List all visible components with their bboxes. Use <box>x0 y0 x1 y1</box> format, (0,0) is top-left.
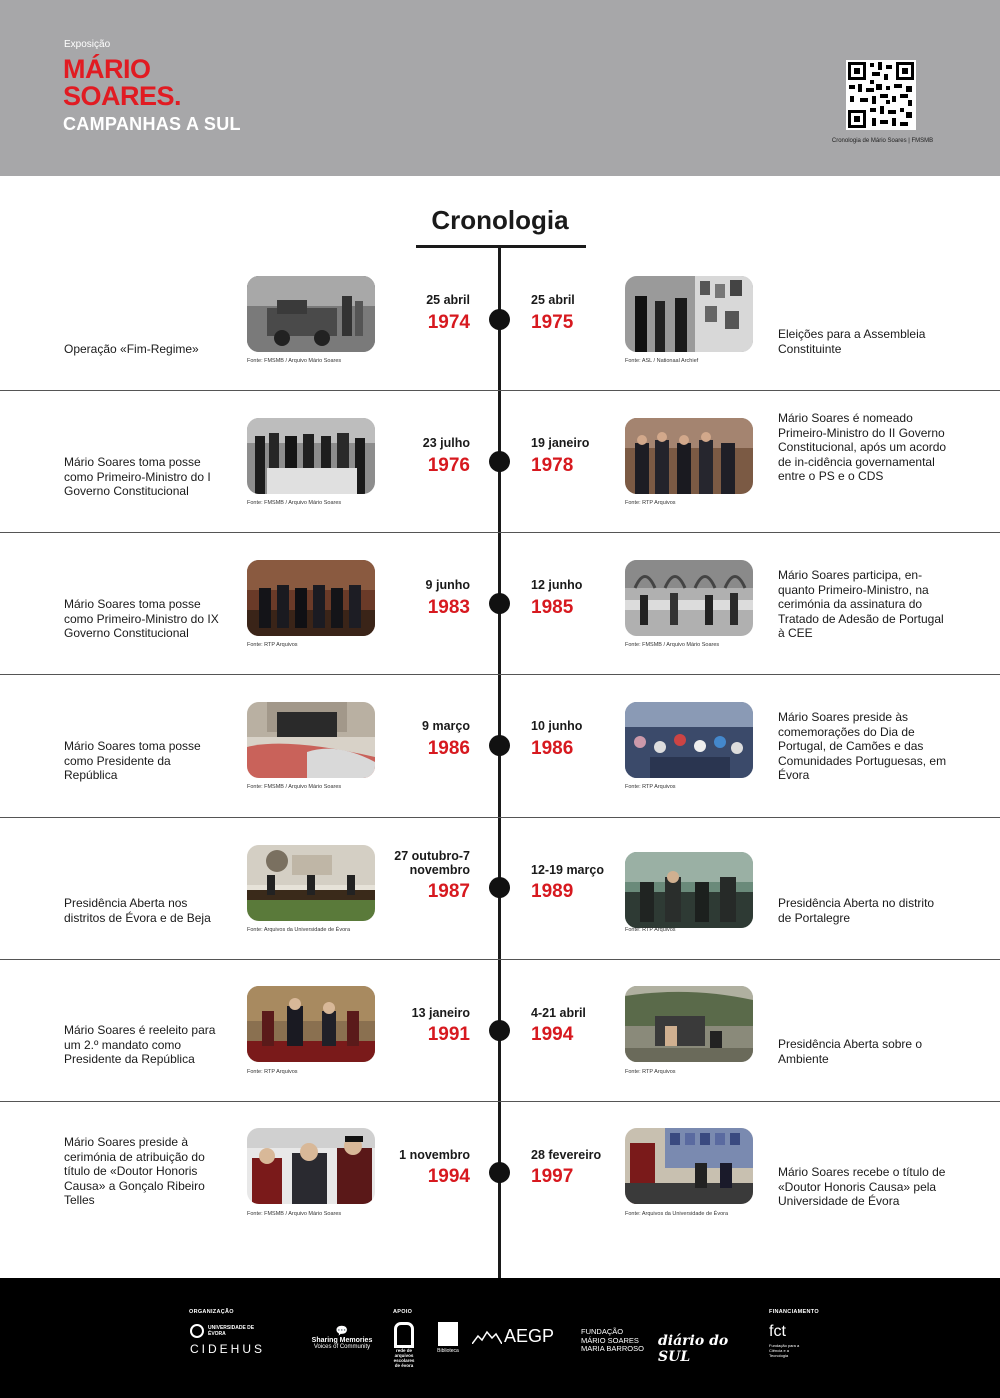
event-photo <box>625 702 753 778</box>
event-photo <box>625 1128 753 1204</box>
logo-aegp <box>472 1328 564 1344</box>
fundacao-line-1: FUNDAÇÃO <box>581 1327 624 1336</box>
section-title: Cronologia <box>431 205 569 235</box>
row-divider <box>0 817 1000 818</box>
photo-source: Fonte: Arquivos da Universidade de Évora <box>625 1211 729 1217</box>
event-date: 9 junho <box>425 578 470 592</box>
event-year: 1985 <box>531 597 574 618</box>
logo-universidade-evora <box>190 1324 290 1356</box>
timeline-marker <box>489 1020 510 1041</box>
event-year: 1991 <box>427 1024 470 1045</box>
event-year: 1987 <box>427 881 470 902</box>
timeline-axis <box>498 248 501 1278</box>
event-date: 28 fevereiro <box>531 1148 602 1162</box>
event-description: Mário Soares preside à cerimónia de atribuição do título de «Doutor Honoris Causa» a Gonçalo Ribeiro Telles <box>64 1135 205 1208</box>
row-divider <box>0 390 1000 391</box>
uevora-name: UNIVERSIDADE DE ÉVORA <box>208 1325 255 1337</box>
event-date: 10 junho <box>531 719 583 733</box>
event-year: 1983 <box>427 597 470 618</box>
event-date: 12 junho <box>531 578 583 592</box>
timeline-marker <box>489 451 510 472</box>
qr-code-icon[interactable] <box>846 60 916 130</box>
event-date: 13 janeiro <box>411 1006 470 1020</box>
event-description: Presidência Aberta no distrito de Portalegre <box>778 896 935 925</box>
event-year: 1974 <box>427 312 470 333</box>
event-date: 23 julho <box>422 436 470 450</box>
logo-biblioteca <box>434 1322 462 1354</box>
event-photo <box>625 852 753 928</box>
event-description: Mário Soares participa, en-quanto Primeiro-Ministro, na cerimónia da assinatura do Tratado de Adesão de Portugal à CEE <box>778 568 944 641</box>
sharing-title: Sharing Memories <box>311 1337 373 1344</box>
fct-subtitle: Fundação para a Ciência e a Tecnologia <box>769 1343 800 1358</box>
event-date: 1 novembro <box>399 1148 470 1162</box>
fct-text: fct <box>769 1323 786 1340</box>
event-description: Operação «Fim-Regime» <box>64 342 199 356</box>
footer-sponsors <box>0 1278 1000 1398</box>
timeline-marker <box>489 735 510 756</box>
event-year: 1986 <box>427 738 470 759</box>
event-year: 1978 <box>531 455 574 476</box>
event-date: 4-21 abril <box>531 1006 586 1020</box>
event-description: Mário Soares é nomeado Primeiro-Ministro do II Governo Constitucional, após um acordo de in-cidência governamental entre o PS e o CDS <box>778 411 947 484</box>
event-description: Mário Soares é reeleito para um 2.º mandato como Presidente da República <box>64 1023 216 1067</box>
logo-sharing-memories <box>302 1326 382 1350</box>
logo-fundacao-msmb <box>581 1328 651 1354</box>
fundacao-line-2: MÁRIO SOARES <box>581 1335 639 1345</box>
event-date: 27 outubro-7 novembro <box>394 849 470 877</box>
header-banner <box>0 0 1000 176</box>
event-description: Presidência Aberta sobre o Ambiente <box>778 1037 923 1066</box>
event-description: Mário Soares toma posse como Primeiro-Ministro do IX Governo Constitucional <box>64 597 219 641</box>
row-divider <box>0 1101 1000 1102</box>
event-year: 1975 <box>531 312 574 333</box>
uevora-emblem-icon <box>190 1324 204 1338</box>
event-date: 9 março <box>422 719 470 733</box>
label-organizacao: ORGANIZAÇÃO <box>189 1309 234 1315</box>
event-photo <box>625 418 753 494</box>
photo-source: Fonte: RTP Arquivos <box>625 500 676 506</box>
photo-source: Fonte: FMSMB / Arquivo Mário Soares <box>247 1211 342 1217</box>
event-photo <box>247 418 375 494</box>
title-line-1: MÁRIO <box>63 54 151 84</box>
title-line-2: SOARES. <box>63 81 182 111</box>
event-date: 19 janeiro <box>531 436 590 450</box>
event-date: 12-19 março <box>531 863 604 877</box>
qr-caption: Cronologia de Mário Soares | FMSMB <box>831 138 934 144</box>
row-divider <box>0 532 1000 533</box>
event-year: 1994 <box>531 1024 574 1045</box>
rede-text: rede de arquivos escolares de évora <box>393 1348 415 1368</box>
exhibition-kicker: Exposição <box>64 39 111 50</box>
photo-source: Fonte: RTP Arquivos <box>247 642 298 648</box>
event-photo <box>625 986 753 1062</box>
cidehus-name: CIDEHUS <box>190 1342 266 1356</box>
photo-source: Fonte: Arquivos da Universidade de Évora <box>247 927 351 933</box>
row-divider <box>0 959 1000 960</box>
label-apoio: APOIO <box>393 1309 413 1315</box>
photo-source: Fonte: RTP Arquivos <box>247 1069 298 1075</box>
exhibition-title <box>63 56 181 110</box>
logo-diario-do-sul: diário do SUL <box>658 1333 729 1365</box>
event-year: 1997 <box>531 1166 574 1187</box>
logo-rede-arquivos <box>392 1322 416 1368</box>
event-year: 1989 <box>531 881 574 902</box>
title-underline <box>416 245 586 248</box>
photo-source: Fonte: FMSMB / Arquivo Mário Soares <box>247 358 342 364</box>
event-description: Presidência Aberta nos distritos de Évora e de Beja <box>64 896 211 925</box>
arch-icon <box>394 1322 414 1348</box>
photo-source: Fonte: FMSMB / Arquivo Mário Soares <box>247 784 342 790</box>
book-icon <box>438 1322 458 1346</box>
event-photo <box>247 276 375 352</box>
aegp-text: AEGP <box>504 1326 555 1346</box>
logo-fct <box>769 1324 819 1358</box>
event-description: Mário Soares toma posse como Primeiro-Ministro do I Governo Constitucional <box>64 455 211 499</box>
photo-source: Fonte: FMSMB / Arquivo Mário Soares <box>625 642 720 648</box>
event-photo <box>247 1128 375 1204</box>
event-year: 1994 <box>427 1166 470 1187</box>
timeline-marker <box>489 877 510 898</box>
timeline-marker <box>489 1162 510 1183</box>
event-description: Mário Soares toma posse como Presidente da República <box>64 739 201 783</box>
fundacao-line-3: MARIA BARROSO <box>581 1344 644 1353</box>
photo-source: Fonte: FMSMB / Arquivo Mário Soares <box>247 500 342 506</box>
event-description: Mário Soares preside às comemorações do Dia de Portugal, de Camões e das Comunidades Portuguesas, em Évora <box>778 710 947 783</box>
photo-source: Fonte: ASL / Nationaal Archief <box>625 358 699 364</box>
timeline-marker <box>489 593 510 614</box>
photo-source: Fonte: RTP Arquivos <box>625 784 676 790</box>
biblioteca-text: Biblioteca <box>437 1348 459 1354</box>
event-year: 1976 <box>427 455 470 476</box>
skyline-icon <box>472 1328 502 1344</box>
event-year: 1986 <box>531 738 574 759</box>
timeline-marker <box>489 309 510 330</box>
event-photo <box>247 702 375 778</box>
event-photo <box>625 560 753 636</box>
event-date: 25 abril <box>531 293 575 307</box>
label-financiamento: FINANCIAMENTO <box>769 1309 819 1315</box>
event-date: 25 abril <box>426 293 470 307</box>
speech-bubble-icon: 💬 <box>335 1326 349 1337</box>
event-description: Mário Soares recebe o título de «Doutor Honoris Causa» pela Universidade de Évora <box>778 1165 946 1209</box>
row-divider <box>0 674 1000 675</box>
event-photo <box>247 845 375 921</box>
event-photo <box>247 560 375 636</box>
photo-source: Fonte: RTP Arquivos <box>625 927 676 933</box>
event-photo <box>625 276 753 352</box>
photo-source: Fonte: RTP Arquivos <box>625 1069 676 1075</box>
exhibition-subtitle: CAMPANHAS A SUL <box>63 114 241 134</box>
voices-subtitle: Voices of Community <box>313 1344 371 1350</box>
event-photo <box>247 986 375 1062</box>
event-description: Eleições para a Assembleia Constituinte <box>778 327 926 356</box>
